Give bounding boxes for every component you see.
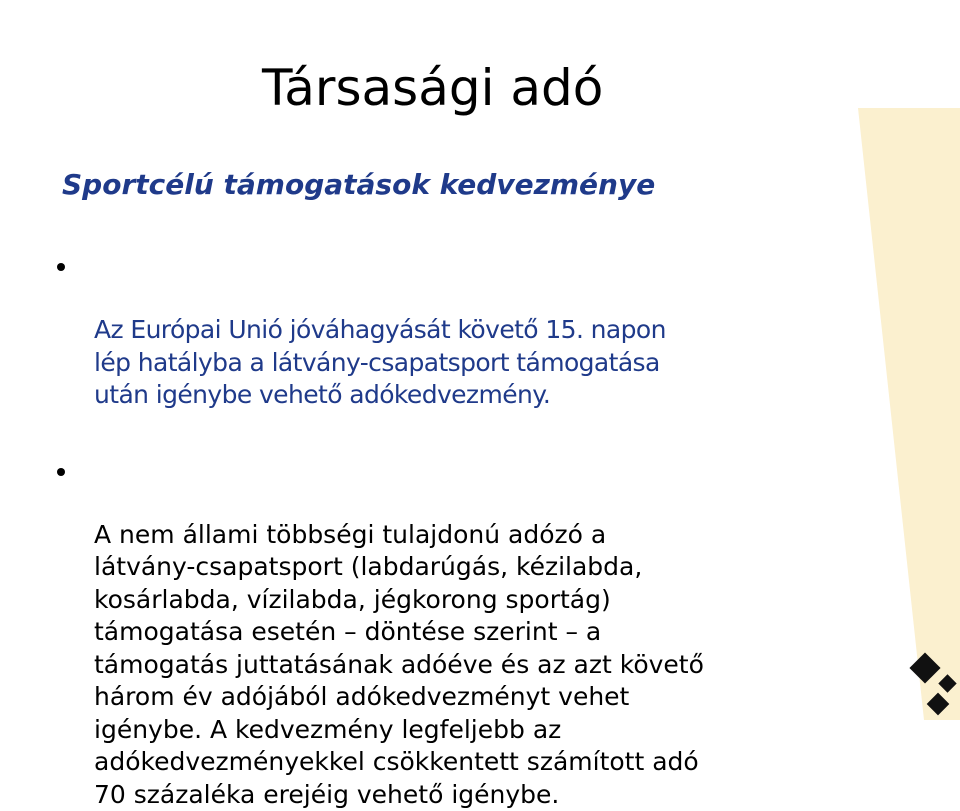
bullet-list (0, 249, 860, 811)
decor-square-large (909, 652, 940, 683)
bullet-text: A nem állami többségi tulajdonú adózó a látvány-csapatsport (labdarúgás, kézilabda, kosárlabda, vízilabda, jégkorong sportág) támogatása esetén – döntése szerint – a támogatás juttatásának adóéve és az azt követő három év adójából adókedvezményt vehet igénybe. A kedvezmény legfeljebb az adókedvezményekkel csökkentett számított adó 70 százaléka erejéig vehető igénybe. (94, 520, 704, 809)
bullet-dot-icon (57, 263, 65, 271)
bullet-text: Az Európai Unió jóváhagyását követő 15. napon lép hatályba a látvány-csapatsport támogatása után igénybe vehető adókedvezmény. (94, 315, 666, 409)
decor-square-bottom (927, 693, 950, 716)
decor-square-small (938, 674, 956, 692)
bullet-dot-icon (57, 468, 65, 476)
bullet-item (0, 454, 860, 811)
slide-subtitle: Sportcélú támogatások kedvezménye (62, 165, 655, 205)
slide-title: Társasági adó (262, 52, 603, 124)
bullet-item (0, 249, 860, 412)
diamond-squares-icon (900, 650, 960, 720)
